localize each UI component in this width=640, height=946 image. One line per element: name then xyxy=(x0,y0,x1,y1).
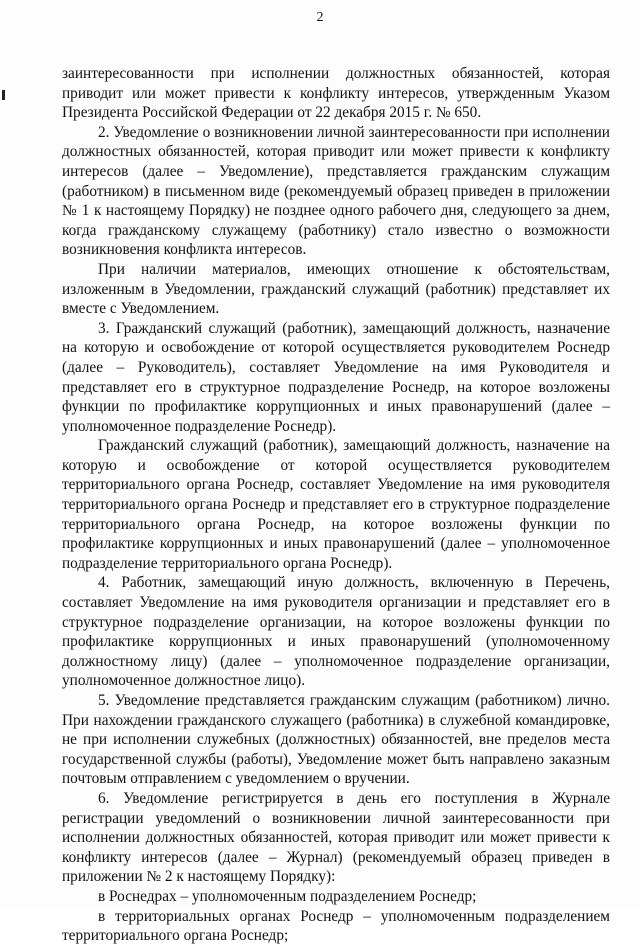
paragraph-rosnedra: в Роснедрах – уполномоченным подразделением Роснедр; xyxy=(98,887,477,905)
paragraph-item-3: 3. Гражданский служащий (работник), замещающий должность, назначение на которую и освобождение от которой осуществляется руководителем Роснедр (далее – Руководитель), составляет Уведомление на имя Руководителя и представляет его в структурное подразделение Роснедр, на которое возложены функции по профилактике коррупционных и иных правонарушений (далее – уполномоченное подразделение Роснедр). xyxy=(62,319,610,435)
paragraph-item-4: 4. Работник, замещающий иную должность, включенную в Перечень, составляет Уведомление на имя руководителя организации и представляет его в структурное подразделение организации, на которое возложены функции по профилактике коррупционных и иных правонарушений (уполномоченному должностному лицу) (далее – уполномоченное подразделение организации, уполномоченное должностное лицо). xyxy=(62,574,610,690)
paragraph-item-5: 5. Уведомление представляется гражданским служащим (работником) лично. При нахождении гражданского служащего (работника) в служебной командировке, не при исполнении служебных (должностных) обязанностей, вне пределов места государственной службы (работы), Уведомление может быть направлено заказным почтовым отправлением с уведомлением о вручении. xyxy=(62,692,610,788)
document-body xyxy=(62,64,610,946)
paragraph-item-2: 2. Уведомление о возникновении личной заинтересованности при исполнении должностных обязанностей, которая приводит или может привести к конфликту интересов (далее – Уведомление), представляется гражданским служащим (работником) в письменном виде (рекомендуемый образец приведен в приложении № 1 к настоящему Порядку) не позднее одного рабочего дня, следующего за днем, когда гражданскому служащему (работнику) стало известно о возможности возникновения конфликта интересов. xyxy=(62,123,610,259)
scan-edge-mark xyxy=(2,90,5,100)
paragraph-item-6: 6. Уведомление регистрируется в день его поступления в Журнале регистрации уведомлений о возникновении личной заинтересованности при исполнении должностных обязанностей, которая приводит или может привести к конфликту интересов (далее – Журнал) (рекомендуемый образец приведен в приложении № 2 к настоящему Порядку): xyxy=(62,789,610,886)
page-number: 2 xyxy=(316,10,324,25)
paragraph-territorial: Гражданский служащий (работник), замещающий должность, назначение на которую и освобождение от которой осуществляется руководителем территориального органа Роснедр, составляет Уведомление на имя руководителя территориального органа Роснедр и представляет его в структурное подразделение территориального органа Роснедр, на которое возложены функции по профилактике коррупционных и иных правонарушений (далее – уполномоченное подразделение территориального органа Роснедр). xyxy=(62,437,610,572)
paragraph-territorial-organs: в территориальных органах Роснедр – уполномоченным подразделением территориального органа Роснедр; xyxy=(62,907,610,945)
paragraph-materials: При наличии материалов, имеющих отношение к обстоятельствам, изложенным в Уведомлении, гражданский служащий (работник) представляет их вместе с Уведомлением. xyxy=(62,260,610,318)
paragraph-continuation: заинтересованности при исполнении должностных обязанностей, которая приводит или может привести к конфликту интересов, утвержденным Указом Президента Российской Федерации от 22 декабря 2015 г. № 650. xyxy=(62,65,610,122)
